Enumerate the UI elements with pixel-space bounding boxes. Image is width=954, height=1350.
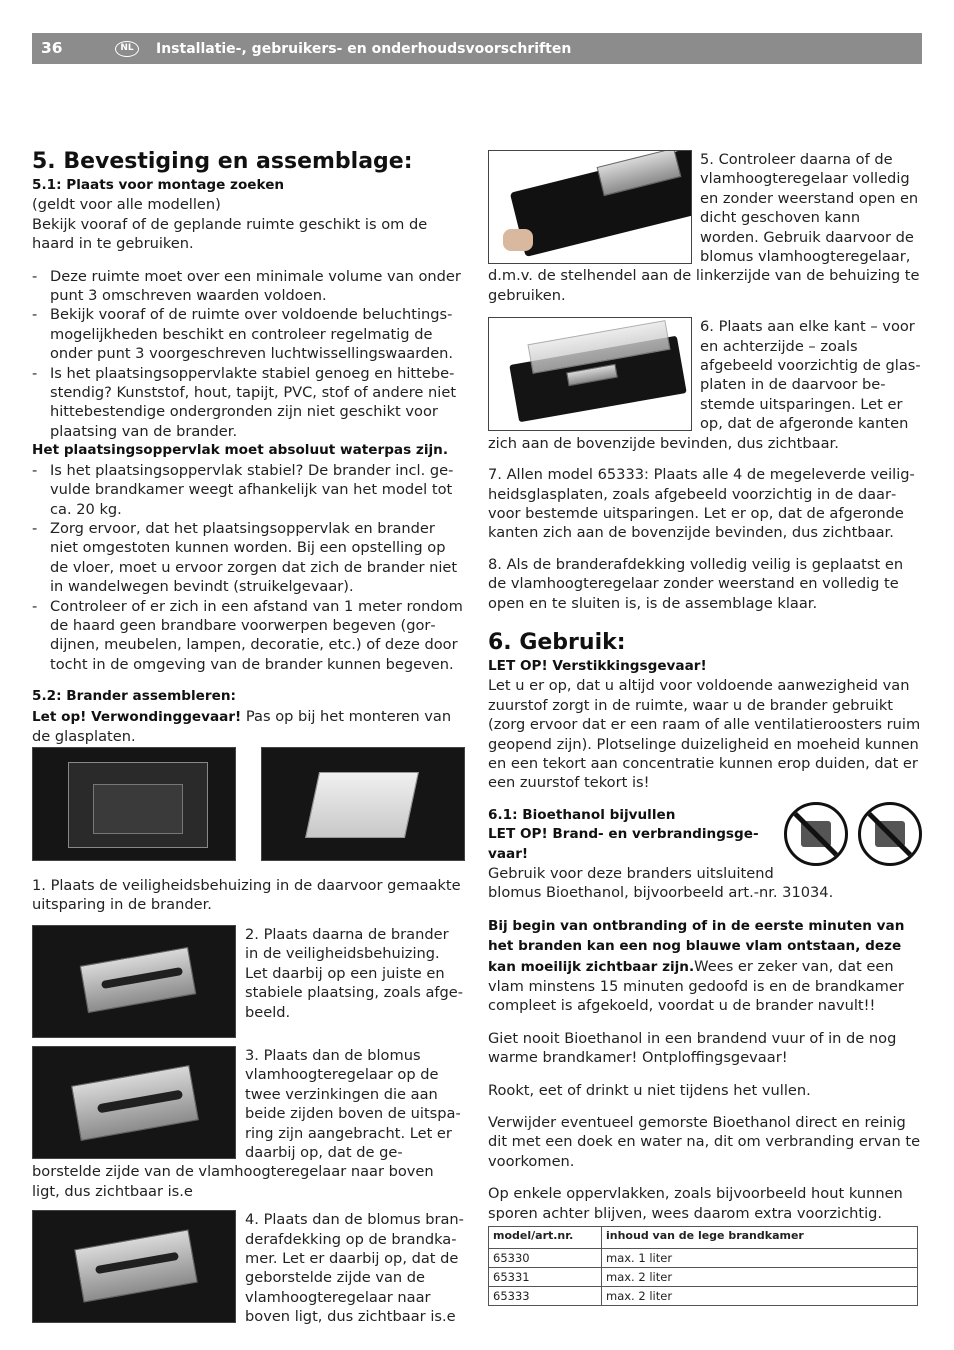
page-number: 36 xyxy=(41,39,63,57)
list-item: - Deze ruimte moet over een minimale volume van onder punt 3 omschreven waarden voldoen. xyxy=(32,267,466,306)
table-header: inhoud van de lege brandkamer xyxy=(602,1227,918,1249)
stability-list xyxy=(32,461,466,674)
section-5-2-title: 5.2: Brander assembleren: xyxy=(32,688,236,705)
spill-text: Verwijder eventueel gemorste Bioethanol direct en reinig dit met een doek en water na, dit om verbranding ervan te voorkomen. xyxy=(488,1114,921,1170)
left-column xyxy=(32,148,466,746)
step-4-text: 4. Plaats dan de blomus branderafdekking op de brandkamer. Let er daarbij op, dat de geborstelde zijde van de vlamhoogteregelaar naar boven ligt, dus zichtbaar is.e xyxy=(245,1211,464,1326)
header-title: Installatie-, gebruikers- en onderhoudsvoorschriften xyxy=(156,41,572,57)
table-cell: max. 2 liter xyxy=(602,1268,918,1287)
suffocation-warning: LET OP! Verstikkingsgevaar! xyxy=(488,657,707,674)
injury-warning: Let op! Verwondinggevaar! xyxy=(32,708,242,725)
step-1-text: 1. Plaats de veiligheidsbehuizing in de daarvoor gemaakte uitsparing in de brander. xyxy=(32,877,461,914)
table-header: model/art.nr. xyxy=(489,1227,602,1249)
photo-step-6 xyxy=(488,317,692,431)
table-cell: 65333 xyxy=(489,1287,602,1306)
steps-2-4 xyxy=(32,925,466,1327)
section-5-title: 5. Bevestiging en assemblage: xyxy=(32,149,413,174)
section-5-2-text xyxy=(32,707,466,747)
no-open-flame-icon xyxy=(784,802,848,866)
photo-step-2 xyxy=(32,925,236,1038)
language-badge: NL xyxy=(115,41,139,57)
step-5-text: 5. Controleer daarna of de vlamhoogteregelaar volledig en zonder weerstand open en dicht geschoven kann worden. Gebruik daarvoor de blomus vlamhoogteregelaar, d.m.v. de stelhendel aan de linkerzijde van de behuizing te gebruiken. xyxy=(488,151,920,304)
capacity-table xyxy=(488,1226,918,1306)
section-6-text: Let u er op, dat u altijd voor voldoende aanwezigheid van zuurstof zorgt in de ruimte, waar u de brander gebruikt (zorg ervoor dat er een raam of alle ventilatieroosters ruim geopend zijn). Plotselinge duizeligheid en moeheid kunnen en een tekort aan concentratie kunnen erop duiden, dat er een zuurstof tekort is! xyxy=(488,677,921,792)
step-1-block xyxy=(32,876,466,915)
ignition-bold: Bij begin van ontbranding of in de eerste minuten van het branden kan een nog blauwe vlam ontstaan, deze kan moeilijk zichtbaar zijn. xyxy=(488,917,905,975)
photo-step-5 xyxy=(488,150,692,264)
list-item: - Is het plaatsingsoppervlakte stabiel genoeg en hittebestendig? Kunststof, hout, tapijt, PVC, stof of andere niet hittebestendige ondergronden zijn niet geschikt voor plaatsing van de brander. xyxy=(32,364,466,442)
section-6-1-title: 6.1: Bioethanol bijvullen xyxy=(488,806,676,823)
table-row xyxy=(489,1268,918,1287)
section-5-1-note: (geldt voor alle modellen) xyxy=(32,196,221,214)
list-item: - Zorg ervoor, dat het plaatsingsoppervlak en brander niet omgestoten kunnen worden. Bij een opstelling op de vloer, moet u ervoor zorgen dat zich de brander niet in wandelwegen bevindt (struikelgevaar). xyxy=(32,519,466,597)
list-item: - Is het plaatsingsoppervlak stabiel? De brander incl. gevulde brandkamer weegt afhankelijk van het model tot ca. 20 kg. xyxy=(32,461,466,519)
warning-pictograms xyxy=(784,802,922,866)
table-cell: max. 1 liter xyxy=(602,1249,918,1268)
table-cell: 65330 xyxy=(489,1249,602,1268)
list-item: - Bekijk vooraf of de ruimte over voldoende beluchtings-mogelijkheden beschikt en controleer regelmatig de onder punt 3 voorgeschreven luchtwissellingswaarden. xyxy=(32,305,466,363)
right-column xyxy=(488,150,922,1306)
step-3-text: 3. Plaats dan de blomus vlamhoogteregelaar op de twee verzinkingen die aan beide zijden boven de uitsparing zijn aangebracht. Let er daarbij op, dat de geborstelde zijde van de vlamhoogteregelaar naar boven ligt, dus zichtbaar is.e xyxy=(32,1047,461,1200)
table-header-row xyxy=(489,1227,918,1249)
photo-cutout xyxy=(261,747,465,861)
step-2-text: 2. Plaats daarna de brander in de veiligheidsbehuizing. Let daarbij op een juiste en stabiele plaatsing, zoals afgebeeld. xyxy=(245,926,464,1021)
section-6-title: 6. Gebruik: xyxy=(488,629,626,655)
section-5-1-intro: Bekijk vooraf of de geplande ruimte geschikt is om de haard in te gebruiken. xyxy=(32,215,428,253)
page-header xyxy=(32,33,922,64)
step-8-text: 8. Als de branderafdekking volledig veilig is geplaatst en de vlamhoogteregelaar zonder weerstand en volledig te open en te sluiten is, is de assemblage klaar. xyxy=(488,555,904,612)
step-7-text: 7. Allen model 65333: Plaats alle 4 de megeleverde veiligheidsglasplaten, zoals afgebeeld voorzichtig in de daarvoor bestemde uitsparingen. Let er op, dat de afgeronde kanten zich aan de bovenzijde bevinden, dus zichtbaar. xyxy=(488,466,915,542)
no-refill-hot-icon xyxy=(858,802,922,866)
list-item: - Controleer of er zich in een afstand van 1 meter rondom de haard geen brandbare voorwerpen begeven (gordijnen, meubelen, lampen, decoratie, etc.) of deze door tocht in de omgeving van de brander kunnen begeven. xyxy=(32,597,466,675)
step-6-text: 6. Plaats aan elke kant – voor en achterzijde – zoals afgebeeld voorzichtig de glasplaten in de daarvoor bestemde uitsparingen. Let er op, dat de afgeronde kanten zich aan de bovenzijde bevinden, dus zichtbaar. xyxy=(488,318,921,452)
photo-step-4 xyxy=(32,1210,236,1323)
table-cell: max. 2 liter xyxy=(602,1287,918,1306)
ignition-paragraph xyxy=(488,916,922,1016)
section-5-2-body: Pas op bij het monteren van de glasplaten. xyxy=(32,707,452,745)
section-6-1-text: Gebruik voor deze branders uitsluitend blomus Bioethanol, bijvoorbeeld art.-nr. 31034. xyxy=(488,865,834,902)
fire-warning: LET OP! Brand- en verbrandingsgevaar! xyxy=(488,826,759,862)
photo-safety-housing xyxy=(32,747,236,861)
table-row xyxy=(489,1249,918,1268)
surface-text: Op enkele oppervlakken, zoals bijvoorbeeld hout kunnen sporen achter blijven, wees daarom extra voorzichtig. xyxy=(488,1185,903,1222)
photo-step-3 xyxy=(32,1046,236,1159)
section-5-1-title: 5.1: Plaats voor montage zoeken xyxy=(32,177,285,193)
table-cell: 65331 xyxy=(489,1268,602,1287)
ignition-text: Wees er zeker van, dat een vlam minstens 15 minuten gedoofd is en de brandkamer compleet is afgekoeld, voordat u de brander navult!! xyxy=(488,957,904,1015)
requirements-list xyxy=(32,267,466,442)
table-row xyxy=(489,1287,918,1306)
no-smoking-text: Rookt, eet of drinkt u niet tijdens het vullen. xyxy=(488,1081,811,1099)
level-warning: Het plaatsingsoppervlak moet absoluut waterpas zijn. xyxy=(32,442,448,459)
never-pour-text: Giet nooit Bioethanol in een brandend vuur of in de nog warme brandkamer! Ontploffingsgevaar! xyxy=(488,1029,897,1067)
